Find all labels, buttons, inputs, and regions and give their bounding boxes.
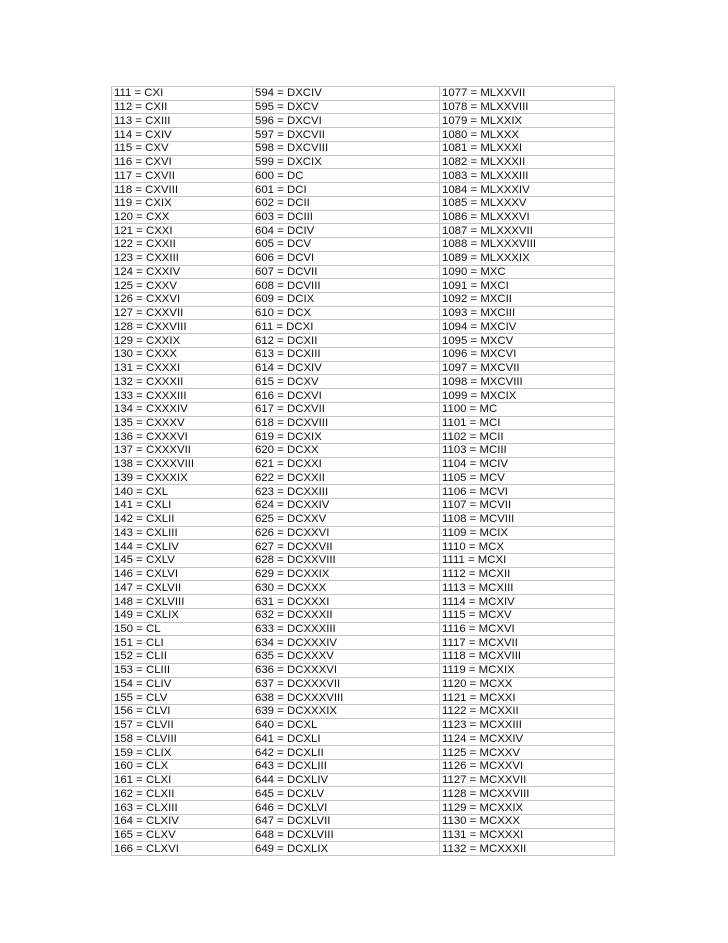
table-row	[112, 128, 615, 142]
table-cell: 615 = DCXV	[253, 375, 440, 389]
table-cell: 639 = DCXXXIX	[253, 705, 440, 719]
table-cell: 1122 = MCXXII	[440, 705, 615, 719]
table-cell: 1119 = MCXIX	[440, 663, 615, 677]
table-cell: 124 = CXXIV	[112, 265, 253, 279]
table-row	[112, 347, 615, 361]
table-cell: 625 = DCXXV	[253, 512, 440, 526]
table-cell: 646 = DCXLVI	[253, 801, 440, 815]
table-cell: 600 = DC	[253, 169, 440, 183]
table-cell: 164 = CLXIV	[112, 814, 253, 828]
table-row	[112, 787, 615, 801]
table-row	[112, 553, 615, 567]
table-cell: 1103 = MCIII	[440, 444, 615, 458]
table-cell: 161 = CLXI	[112, 773, 253, 787]
table-cell: 127 = CXXVII	[112, 306, 253, 320]
table-cell: 115 = CXV	[112, 141, 253, 155]
table-row	[112, 595, 615, 609]
table-row	[112, 773, 615, 787]
table-cell: 1098 = MXCVIII	[440, 375, 615, 389]
table-cell: 152 = CLII	[112, 650, 253, 664]
table-cell: 629 = DCXXIX	[253, 567, 440, 581]
table-cell: 627 = DCXXVII	[253, 540, 440, 554]
table-cell: 635 = DCXXXV	[253, 650, 440, 664]
table-cell: 158 = CLVIII	[112, 732, 253, 746]
table-row	[112, 306, 615, 320]
table-row	[112, 334, 615, 348]
table-row	[112, 320, 615, 334]
table-row	[112, 485, 615, 499]
table-cell: 645 = DCXLV	[253, 787, 440, 801]
table-cell: 1084 = MLXXXIV	[440, 183, 615, 197]
table-cell: 162 = CLXII	[112, 787, 253, 801]
table-cell: 595 = DXCV	[253, 100, 440, 114]
table-cell: 1077 = MLXXVII	[440, 87, 615, 101]
table-row	[112, 430, 615, 444]
table-cell: 610 = DCX	[253, 306, 440, 320]
table-cell: 598 = DXCVIII	[253, 141, 440, 155]
table-cell: 1104 = MCIV	[440, 457, 615, 471]
table-cell: 636 = DCXXXVI	[253, 663, 440, 677]
table-cell: 1130 = MCXXX	[440, 814, 615, 828]
table-cell: 633 = DCXXXIII	[253, 622, 440, 636]
table-row	[112, 540, 615, 554]
table-row	[112, 293, 615, 307]
table-cell: 1125 = MCXXV	[440, 746, 615, 760]
table-cell: 1094 = MXCIV	[440, 320, 615, 334]
table-cell: 1117 = MCXVII	[440, 636, 615, 650]
table-cell: 620 = DCXX	[253, 444, 440, 458]
table-cell: 601 = DCI	[253, 183, 440, 197]
table-cell: 1078 = MLXXVIII	[440, 100, 615, 114]
table-row	[112, 444, 615, 458]
table-cell: 1096 = MXCVI	[440, 347, 615, 361]
table-cell: 1132 = MCXXXII	[440, 842, 615, 856]
table-cell: 1112 = MCXII	[440, 567, 615, 581]
table-cell: 147 = CXLVII	[112, 581, 253, 595]
table-cell: 1081 = MLXXXI	[440, 141, 615, 155]
table-cell: 612 = DCXII	[253, 334, 440, 348]
table-cell: 634 = DCXXXIV	[253, 636, 440, 650]
table-cell: 142 = CXLII	[112, 512, 253, 526]
table-cell: 642 = DCXLII	[253, 746, 440, 760]
table-cell: 150 = CL	[112, 622, 253, 636]
table-cell: 607 = DCVII	[253, 265, 440, 279]
table-cell: 154 = CLIV	[112, 677, 253, 691]
table-cell: 643 = DCXLIII	[253, 759, 440, 773]
table-row	[112, 416, 615, 430]
table-cell: 118 = CXVIII	[112, 183, 253, 197]
table-row	[112, 608, 615, 622]
table-cell: 1105 = MCV	[440, 471, 615, 485]
table-cell: 611 = DCXI	[253, 320, 440, 334]
table-cell: 1115 = MCXV	[440, 608, 615, 622]
table-cell: 631 = DCXXXI	[253, 595, 440, 609]
table-row	[112, 581, 615, 595]
table-cell: 123 = CXXIII	[112, 251, 253, 265]
table-cell: 1108 = MCVIII	[440, 512, 615, 526]
table-cell: 649 = DCXLIX	[253, 842, 440, 856]
table-row	[112, 828, 615, 842]
table-cell: 1126 = MCXXVI	[440, 759, 615, 773]
table-cell: 135 = CXXXV	[112, 416, 253, 430]
table-cell: 1080 = MLXXX	[440, 128, 615, 142]
roman-numeral-table	[111, 86, 615, 856]
table-row	[112, 114, 615, 128]
table-row	[112, 375, 615, 389]
table-cell: 111 = CXI	[112, 87, 253, 101]
table-cell: 622 = DCXXII	[253, 471, 440, 485]
table-row	[112, 238, 615, 252]
table-cell: 132 = CXXXII	[112, 375, 253, 389]
table-cell: 638 = DCXXXVIII	[253, 691, 440, 705]
table-cell: 157 = CLVII	[112, 718, 253, 732]
table-row	[112, 141, 615, 155]
table-cell: 618 = DCXVIII	[253, 416, 440, 430]
table-cell: 137 = CXXXVII	[112, 444, 253, 458]
table-cell: 604 = DCIV	[253, 224, 440, 238]
table-cell: 148 = CXLVIII	[112, 595, 253, 609]
table-row	[112, 196, 615, 210]
table-row	[112, 650, 615, 664]
table-row	[112, 814, 615, 828]
table-row	[112, 567, 615, 581]
table-cell: 1102 = MCII	[440, 430, 615, 444]
table-cell: 1131 = MCXXXI	[440, 828, 615, 842]
table-cell: 640 = DCXL	[253, 718, 440, 732]
table-row	[112, 224, 615, 238]
table-row	[112, 801, 615, 815]
table-cell: 117 = CXVII	[112, 169, 253, 183]
table-cell: 1124 = MCXXIV	[440, 732, 615, 746]
table-cell: 1109 = MCIX	[440, 526, 615, 540]
table-row	[112, 100, 615, 114]
table-cell: 1093 = MXCIII	[440, 306, 615, 320]
table-cell: 637 = DCXXXVII	[253, 677, 440, 691]
table-cell: 1127 = MCXXVII	[440, 773, 615, 787]
table-cell: 1114 = MCXIV	[440, 595, 615, 609]
table-cell: 153 = CLIII	[112, 663, 253, 677]
table-cell: 630 = DCXXX	[253, 581, 440, 595]
table-cell: 139 = CXXXIX	[112, 471, 253, 485]
table-cell: 146 = CXLVI	[112, 567, 253, 581]
table-row	[112, 210, 615, 224]
table-cell: 1090 = MXC	[440, 265, 615, 279]
table-cell: 617 = DCXVII	[253, 402, 440, 416]
table-cell: 128 = CXXVIII	[112, 320, 253, 334]
table-cell: 644 = DCXLIV	[253, 773, 440, 787]
table-cell: 599 = DXCIX	[253, 155, 440, 169]
table-row	[112, 279, 615, 293]
table-cell: 594 = DXCIV	[253, 87, 440, 101]
table-cell: 1082 = MLXXXII	[440, 155, 615, 169]
table-row	[112, 183, 615, 197]
table-cell: 1106 = MCVI	[440, 485, 615, 499]
table-row	[112, 746, 615, 760]
table-cell: 624 = DCXXIV	[253, 499, 440, 513]
table-cell: 131 = CXXXI	[112, 361, 253, 375]
table-row	[112, 87, 615, 101]
table-cell: 1079 = MLXXIX	[440, 114, 615, 128]
table-cell: 140 = CXL	[112, 485, 253, 499]
table-row	[112, 155, 615, 169]
table-cell: 134 = CXXXIV	[112, 402, 253, 416]
table-row	[112, 759, 615, 773]
table-row	[112, 499, 615, 513]
table-cell: 1107 = MCVII	[440, 499, 615, 513]
table-cell: 122 = CXXII	[112, 238, 253, 252]
table-cell: 1099 = MXCIX	[440, 389, 615, 403]
table-cell: 647 = DCXLVII	[253, 814, 440, 828]
table-cell: 1088 = MLXXXVIII	[440, 238, 615, 252]
table-row	[112, 457, 615, 471]
table-row	[112, 512, 615, 526]
table-cell: 112 = CXII	[112, 100, 253, 114]
table-cell: 149 = CXLIX	[112, 608, 253, 622]
table-row	[112, 402, 615, 416]
table-cell: 597 = DXCVII	[253, 128, 440, 142]
table-cell: 628 = DCXXVIII	[253, 553, 440, 567]
table-row	[112, 718, 615, 732]
table-cell: 626 = DCXXVI	[253, 526, 440, 540]
table-cell: 1120 = MCXX	[440, 677, 615, 691]
table-cell: 619 = DCXIX	[253, 430, 440, 444]
table-row	[112, 663, 615, 677]
table-row	[112, 842, 615, 856]
table-cell: 165 = CLXV	[112, 828, 253, 842]
table-cell: 130 = CXXX	[112, 347, 253, 361]
table-cell: 609 = DCIX	[253, 293, 440, 307]
table-cell: 141 = CXLI	[112, 499, 253, 513]
table-row	[112, 361, 615, 375]
table-row	[112, 389, 615, 403]
table-cell: 1128 = MCXXVIII	[440, 787, 615, 801]
table-cell: 603 = DCIII	[253, 210, 440, 224]
table-cell: 596 = DXCVI	[253, 114, 440, 128]
table-cell: 1083 = MLXXXIII	[440, 169, 615, 183]
table-cell: 143 = CXLIII	[112, 526, 253, 540]
table-cell: 1118 = MCXVIII	[440, 650, 615, 664]
table-cell: 120 = CXX	[112, 210, 253, 224]
table-cell: 614 = DCXIV	[253, 361, 440, 375]
table-cell: 1097 = MXCVII	[440, 361, 615, 375]
table-cell: 159 = CLIX	[112, 746, 253, 760]
table-cell: 1086 = MLXXXVI	[440, 210, 615, 224]
table-cell: 648 = DCXLVIII	[253, 828, 440, 842]
table-row	[112, 169, 615, 183]
table-cell: 1101 = MCI	[440, 416, 615, 430]
table-row	[112, 732, 615, 746]
table-body	[112, 87, 615, 856]
table-row	[112, 622, 615, 636]
table-cell: 138 = CXXXVIII	[112, 457, 253, 471]
table-cell: 126 = CXXVI	[112, 293, 253, 307]
table-cell: 602 = DCII	[253, 196, 440, 210]
table-row	[112, 636, 615, 650]
table-cell: 166 = CLXVI	[112, 842, 253, 856]
table-row	[112, 265, 615, 279]
table-cell: 1121 = MCXXI	[440, 691, 615, 705]
table-cell: 155 = CLV	[112, 691, 253, 705]
table-cell: 1092 = MXCII	[440, 293, 615, 307]
table-cell: 623 = DCXXIII	[253, 485, 440, 499]
table-row	[112, 677, 615, 691]
table-cell: 1087 = MLXXXVII	[440, 224, 615, 238]
table-cell: 613 = DCXIII	[253, 347, 440, 361]
table-cell: 145 = CXLV	[112, 553, 253, 567]
table-cell: 1113 = MCXIII	[440, 581, 615, 595]
table-cell: 1111 = MCXI	[440, 553, 615, 567]
table-row	[112, 691, 615, 705]
table-row	[112, 251, 615, 265]
table-cell: 133 = CXXXIII	[112, 389, 253, 403]
table-row	[112, 526, 615, 540]
table-cell: 1116 = MCXVI	[440, 622, 615, 636]
table-cell: 116 = CXVI	[112, 155, 253, 169]
table-cell: 160 = CLX	[112, 759, 253, 773]
table-cell: 163 = CLXIII	[112, 801, 253, 815]
table-cell: 129 = CXXIX	[112, 334, 253, 348]
table-cell: 621 = DCXXI	[253, 457, 440, 471]
table-cell: 641 = DCXLI	[253, 732, 440, 746]
table-cell: 1123 = MCXXIII	[440, 718, 615, 732]
table-row	[112, 471, 615, 485]
table-cell: 151 = CLI	[112, 636, 253, 650]
table-cell: 156 = CLVI	[112, 705, 253, 719]
table-cell: 1085 = MLXXXV	[440, 196, 615, 210]
table-cell: 1100 = MC	[440, 402, 615, 416]
table-row	[112, 705, 615, 719]
table-cell: 113 = CXIII	[112, 114, 253, 128]
table-cell: 1129 = MCXXIX	[440, 801, 615, 815]
table-cell: 125 = CXXV	[112, 279, 253, 293]
table-cell: 608 = DCVIII	[253, 279, 440, 293]
table-cell: 632 = DCXXXII	[253, 608, 440, 622]
table-cell: 1089 = MLXXXIX	[440, 251, 615, 265]
table-cell: 136 = CXXXVI	[112, 430, 253, 444]
table-cell: 616 = DCXVI	[253, 389, 440, 403]
table-cell: 144 = CXLIV	[112, 540, 253, 554]
table-cell: 606 = DCVI	[253, 251, 440, 265]
table-cell: 1110 = MCX	[440, 540, 615, 554]
table-cell: 1091 = MXCI	[440, 279, 615, 293]
table-cell: 119 = CXIX	[112, 196, 253, 210]
table-cell: 605 = DCV	[253, 238, 440, 252]
table-cell: 114 = CXIV	[112, 128, 253, 142]
table-cell: 1095 = MXCV	[440, 334, 615, 348]
table-cell: 121 = CXXI	[112, 224, 253, 238]
